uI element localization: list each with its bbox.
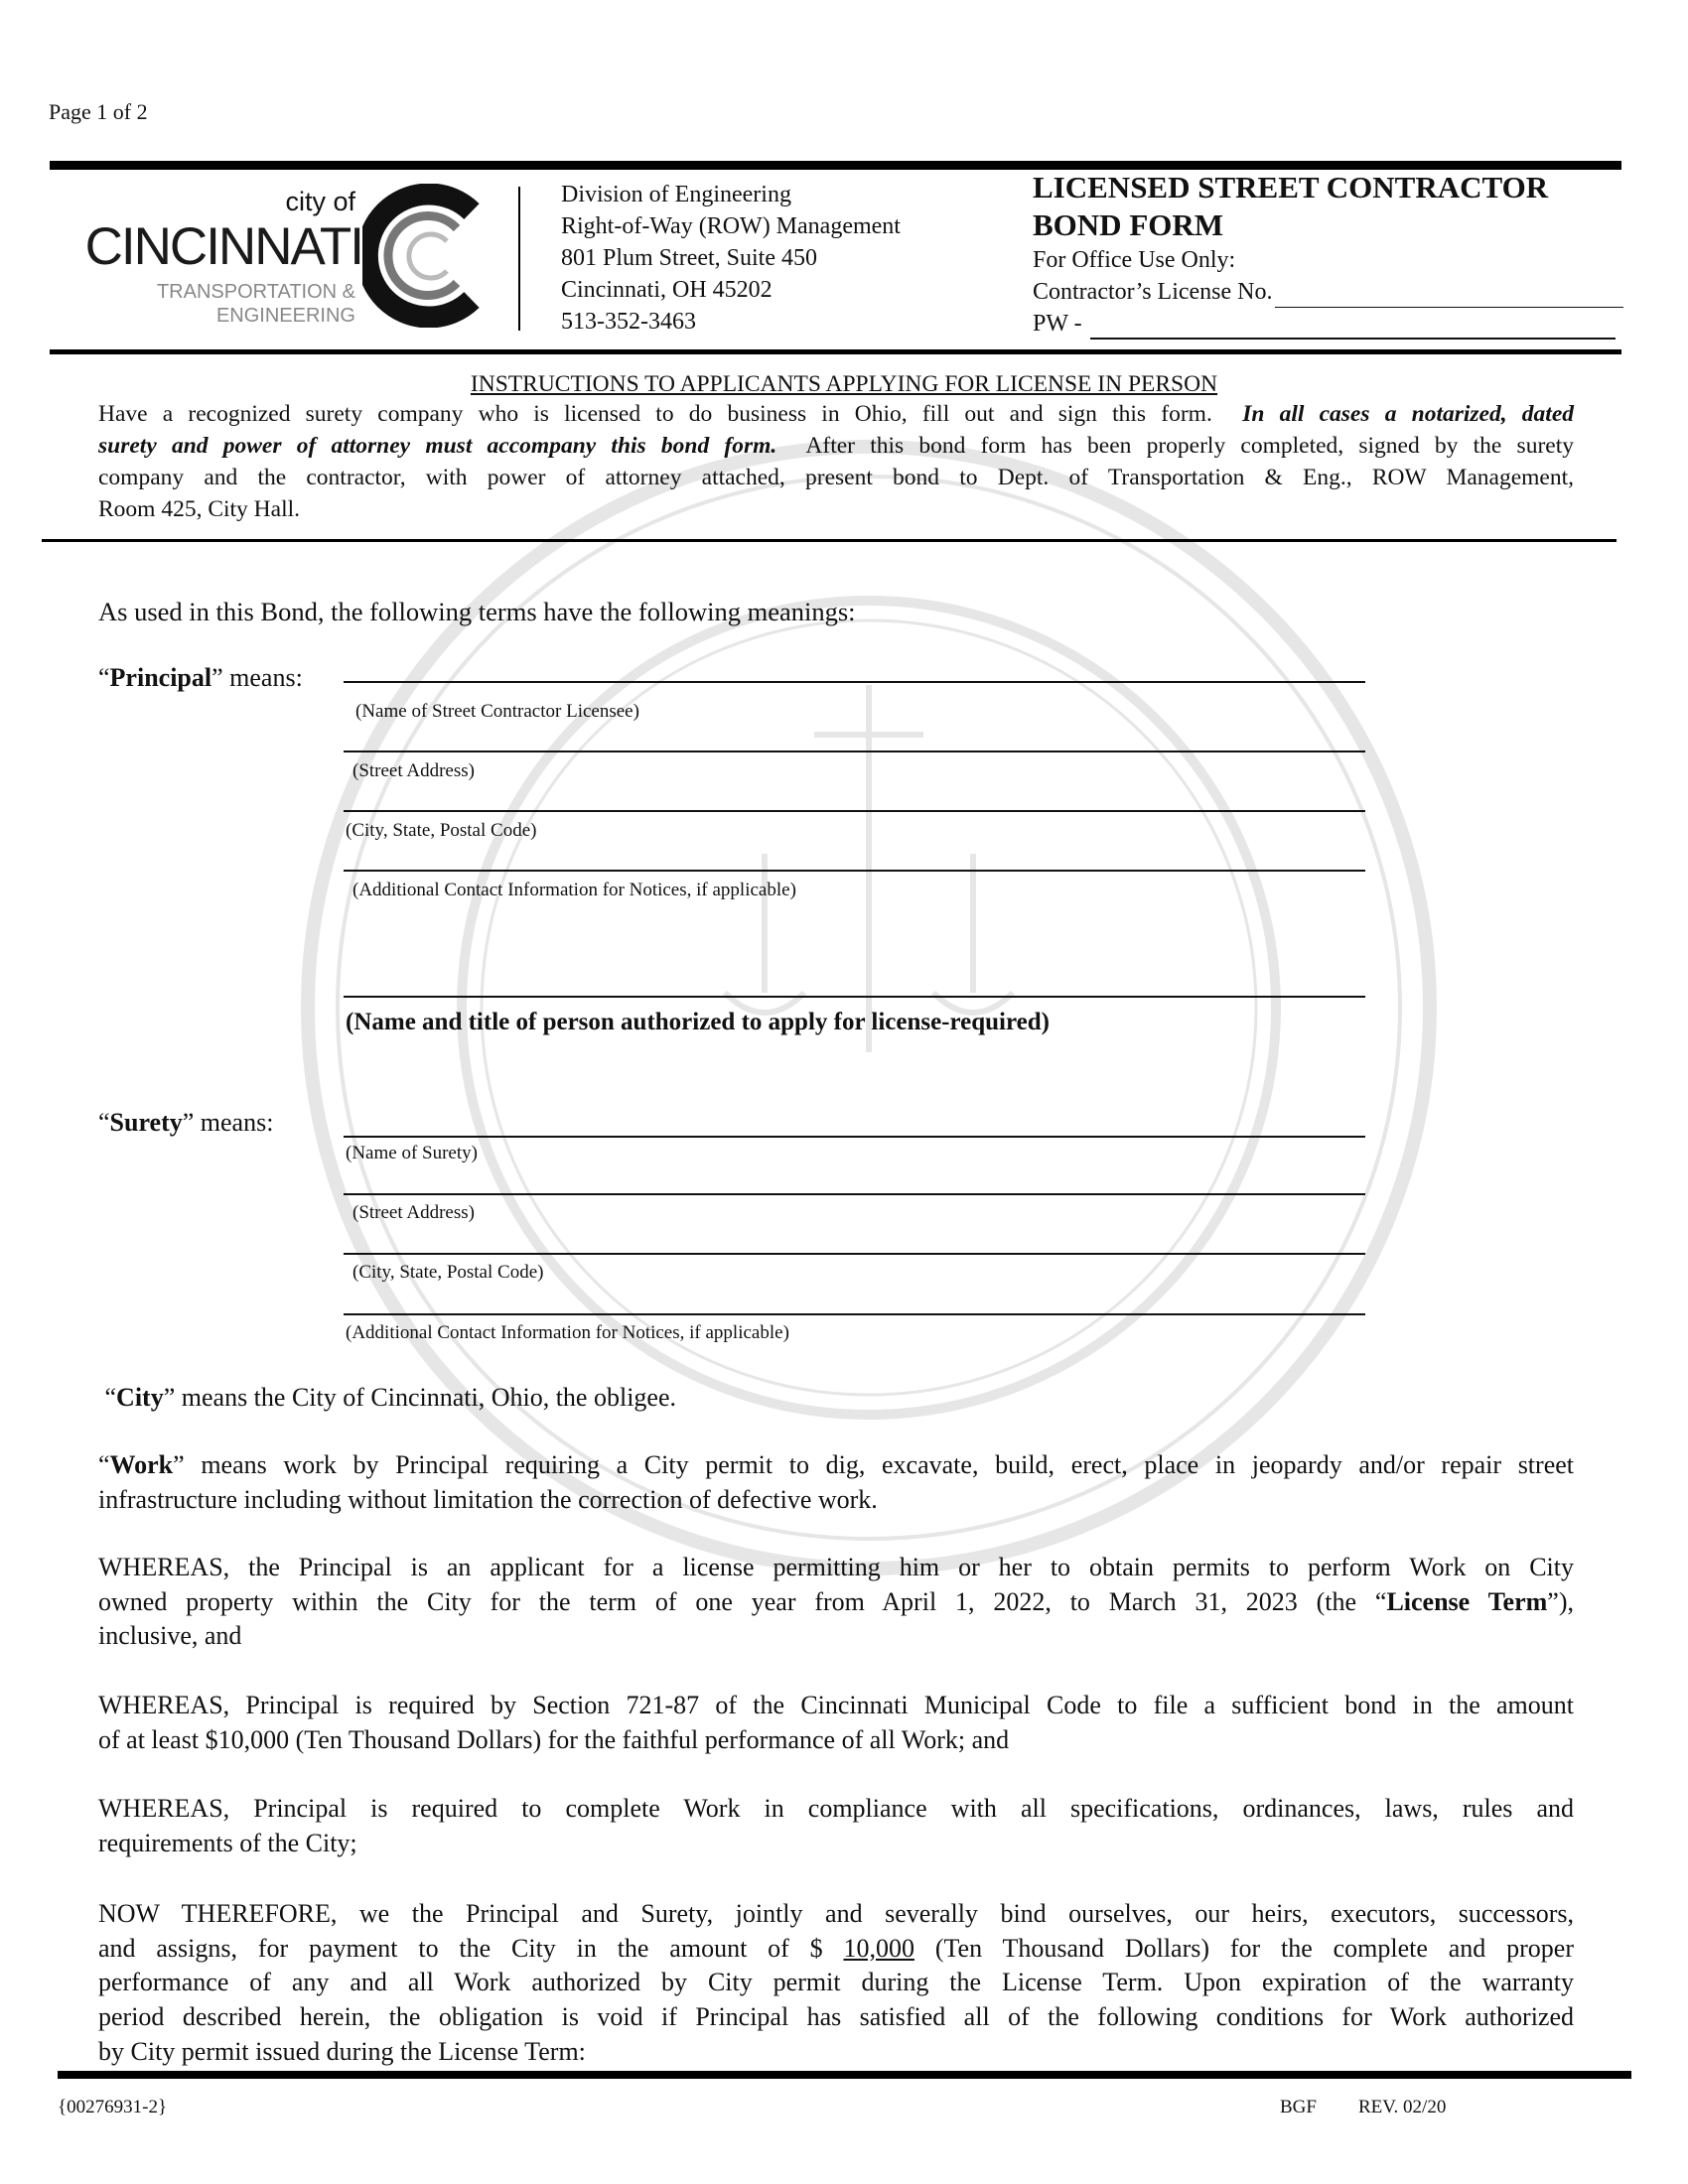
logo-dept-1: TRANSPORTATION &	[156, 281, 355, 303]
pw-row	[1033, 308, 1623, 340]
principal-name-field[interactable]	[344, 681, 1365, 683]
text-run: period described herein, the obligation is void if Principal has satisfied all of the following conditions for Work authorized	[98, 2002, 1574, 2032]
division-address	[561, 179, 901, 338]
address-line: 801 Plum Street, Suite 450	[561, 245, 817, 271]
text-run: WHEREAS, the Principal is an applicant for a license permitting him or her to obtain permits to perform Work on City	[98, 1553, 1574, 1581]
logo-city-of: city of	[285, 187, 355, 216]
text-run: owned property within the City for the term of one year from April 1, 2022, to March 31, 2023 (the “	[98, 1586, 1387, 1616]
text-run: 10,000	[843, 1933, 914, 1963]
text-line	[98, 1689, 1574, 1722]
text-run: “	[98, 1383, 117, 1412]
office-use-label: For Office Use Only:	[1033, 247, 1236, 273]
text-run: company and the contractor, with power of attorney attached, present bond to Dept. of Transportation & Eng., ROW Management,	[98, 465, 1574, 490]
header-divider	[518, 187, 520, 331]
text-run: WHEREAS, Principal is required to complete Work in compliance with all specifications, ordinances, laws, rules and	[98, 1794, 1574, 1823]
principal-term-word: Principal	[109, 663, 212, 692]
instructions-heading: INSTRUCTIONS TO APPLICANTS APPLYING FOR LICENSE IN PERSON	[470, 371, 1218, 397]
text-line	[98, 1448, 1574, 1482]
quote: “	[98, 1108, 110, 1137]
page-number: Page 1 of 2	[49, 99, 148, 124]
principal-authorized-person-label: (Name and title of person authorized to apply for license-required)	[346, 1009, 1050, 1035]
text-run: (Ten Thousand Dollars) for the complete and proper	[914, 1933, 1574, 1963]
quote: “	[98, 663, 110, 692]
text-run: Room 425, City Hall.	[98, 496, 301, 522]
surety-street-label: (Street Address)	[352, 1202, 475, 1223]
address-line: Cincinnati, OH 45202	[561, 277, 773, 303]
form-title-block	[1033, 169, 1623, 340]
means-label: ” means:	[211, 663, 303, 692]
logo-dept-2: ENGINEERING	[215, 305, 355, 327]
logo-c-swoosh-icon	[362, 184, 487, 328]
footer-rule	[58, 2071, 1631, 2079]
text-run: In all cases a notarized, dated	[1242, 401, 1575, 427]
text-line	[98, 431, 1574, 462]
text-run: infrastructure including without limitation the correction of defective work.	[98, 1484, 878, 1514]
definitions-intro: As used in this Bond, the following terms have the following meanings:	[98, 597, 856, 626]
surety-term	[98, 1108, 273, 1138]
surety-contact-field[interactable]	[344, 1313, 1365, 1315]
text-run: ” means work by Principal requiring a City permit to dig, excavate, build, erect, place in jeopardy and/or repair street	[173, 1450, 1574, 1479]
header-bottom-rule	[50, 349, 1621, 354]
principal-authorized-person-field[interactable]	[344, 996, 1365, 998]
pw-field[interactable]	[1090, 312, 1616, 340]
text-line	[98, 463, 1574, 493]
text-line	[98, 2035, 1574, 2069]
text-line	[98, 494, 1574, 525]
text-run: surety and power of attorney must accompany this bond form.	[98, 433, 777, 459]
text-run: Have a recognized surety company who is licensed to do business in Ohio, fill out and sign this form.	[98, 401, 1243, 427]
license-number-label: Contractor’s License No.	[1033, 279, 1273, 305]
principal-street-label: (Street Address)	[352, 760, 475, 781]
principal-contact-label: (Additional Contact Information for Notices, if applicable)	[352, 880, 796, 900]
surety-street-field[interactable]	[344, 1193, 1365, 1195]
revision: REV. 02/20	[1358, 2097, 1447, 2117]
text-run: “	[98, 1450, 110, 1479]
text-line	[98, 2000, 1574, 2034]
license-number-field[interactable]	[1275, 281, 1624, 308]
text-run: inclusive, and	[98, 1621, 242, 1651]
text-run: by City permit issued during the License Term:	[98, 2036, 586, 2066]
text-run: City	[116, 1383, 164, 1412]
logo-name: CINCINNATI	[84, 217, 362, 276]
text-run: After this bond form has been properly completed, signed by the surety	[776, 433, 1574, 459]
address-line: Right-of-Way (ROW) Management	[561, 213, 901, 239]
surety-name-label: (Name of Surety)	[346, 1143, 478, 1163]
means-label: ” means:	[182, 1108, 274, 1137]
text-run: performance of any and all Work authorized by City permit during the License Term. Upon expiration of the warranty	[98, 1968, 1574, 1997]
text-line	[98, 1932, 1574, 1966]
text-line	[98, 1585, 1574, 1619]
text-line	[98, 1551, 1574, 1584]
form-code: BGF	[1280, 2097, 1317, 2117]
document-id: {00276931-2}	[58, 2097, 168, 2117]
principal-street-field[interactable]	[344, 751, 1365, 752]
text-run: NOW THEREFORE, we the Principal and Surety, jointly and severally bind ourselves, our heirs, executors, successors,	[98, 1899, 1574, 1928]
principal-contact-field[interactable]	[344, 870, 1365, 872]
text-line	[98, 1723, 1574, 1757]
text-line	[98, 1483, 1574, 1517]
text-run: Work	[109, 1450, 174, 1479]
form-title-line-1: LICENSED STREET CONTRACTOR	[1033, 170, 1549, 205]
text-line	[98, 1381, 1574, 1415]
text-run: of at least $10,000 (Ten Thousand Dollars) for the faithful performance of all Work; and	[98, 1724, 1010, 1754]
text-run: License Term	[1386, 1586, 1548, 1616]
surety-contact-label: (Additional Contact Information for Notices, if applicable)	[346, 1322, 789, 1343]
text-run: and assigns, for payment to the City in the amount of $	[98, 1933, 844, 1963]
instructions-rule	[42, 539, 1617, 542]
text-run: ” means the City of Cincinnati, Ohio, the obligee.	[163, 1383, 676, 1412]
principal-city-label: (City, State, Postal Code)	[346, 820, 537, 841]
principal-term	[98, 663, 303, 693]
pw-label: PW -	[1033, 311, 1082, 337]
principal-city-field[interactable]	[344, 810, 1365, 812]
text-line	[98, 1897, 1574, 1931]
text-run: WHEREAS, Principal is required by Section 721-87 of the Cincinnati Municipal Code to file a sufficient bond in the amount	[98, 1691, 1574, 1719]
surety-city-field[interactable]	[344, 1253, 1365, 1255]
text-line	[98, 1792, 1574, 1826]
text-run: ”),	[1547, 1586, 1574, 1616]
phone-number: 513-352-3463	[561, 309, 696, 335]
principal-name-label: (Name of Street Contractor Licensee)	[355, 701, 639, 722]
surety-name-field[interactable]	[344, 1136, 1365, 1138]
surety-term-word: Surety	[109, 1108, 183, 1137]
text-line	[98, 1619, 1574, 1653]
text-line	[98, 1827, 1574, 1860]
license-number-row	[1033, 276, 1623, 308]
text-run: requirements of the City;	[98, 1828, 357, 1857]
text-line	[98, 1966, 1574, 1999]
surety-city-label: (City, State, Postal Code)	[352, 1262, 544, 1283]
address-line: Division of Engineering	[561, 182, 791, 207]
form-title-line-2: BOND FORM	[1033, 207, 1224, 242]
text-line	[98, 399, 1574, 430]
city-logo	[50, 184, 487, 333]
